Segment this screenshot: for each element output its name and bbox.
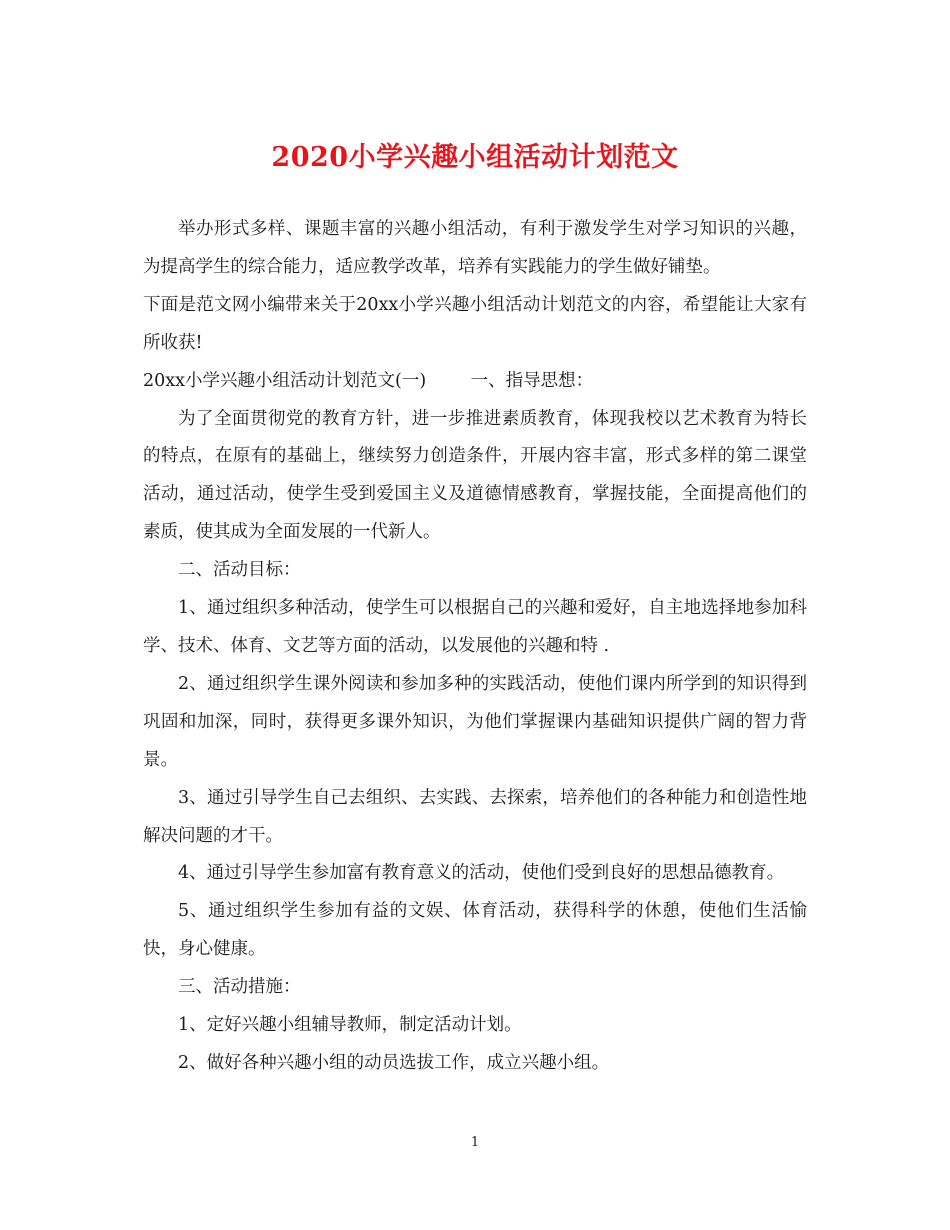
goal-item-2: 2、通过组织学生课外阅读和参加多种的实践活动，使他们课内所学到的知识得到巩固和加深，同时，获得更多课外知识，为他们掌握课内基础知识提供广阔的智力背景。 <box>143 673 807 770</box>
page-number: 1 <box>470 1135 480 1150</box>
section-heading-guiding-thought: 20xx小学兴趣小组活动计划范文(一) 一、指导思想： <box>143 370 594 391</box>
goal-item-4: 4、通过引导学生参加富有教育意义的活动，使他们受到良好的思想品德教育。 <box>178 863 785 884</box>
document-title: 2020小学兴趣小组活动计划范文 <box>271 142 679 173</box>
goal-item-5: 5、通过组织学生参加有益的文娱、体育活动，获得科学的休憩，使他们生活愉快，身心健康。 <box>143 901 807 960</box>
measure-item-1: 1、定好兴趣小组辅导教师，制定活动计划。 <box>178 1015 522 1036</box>
paragraph-guiding-thought: 为了全面贯彻党的教育方针，进一步推进素质教育，体现我校以艺术教育为特长的特点，在原有的基础上，继续努力创造条件，开展内容丰富，形式多样的第二课堂活动，通过活动，使学生受到爱国主义及道德情感教育，掌握技能，全面提高他们的素质，使其成为全面发展的一代新人。 <box>143 408 807 543</box>
section-heading-goals: 二、活动目标： <box>178 560 301 581</box>
goal-item-1: 1、通过组织多种活动，使学生可以根据自己的兴趣和爱好，自主地选择地参加科学、技术、体育、文艺等方面的活动，以发展他的兴趣和特 . <box>143 598 807 656</box>
document-body <box>143 211 807 1083</box>
paragraph-lead: 下面是范文网小编带来关于20xx小学兴趣小组活动计划范文的内容，希望能让大家有所收获! <box>143 294 807 353</box>
goal-item-3: 3、通过引导学生自己去组织、去实践、去探索，培养他们的各种能力和创造性地解决问题的才干。 <box>143 787 807 846</box>
measure-item-2: 2、做好各种兴趣小组的动员选拔工作，成立兴趣小组。 <box>178 1052 610 1073</box>
paragraph-intro: 举办形式多样、课题丰富的兴趣小组活动，有利于激发学生对学习知识的兴趣，为提高学生的综合能力，适应教学改革，培养有实践能力的学生做好铺垫。 <box>143 219 807 277</box>
section-heading-measures: 三、活动措施： <box>178 977 301 998</box>
